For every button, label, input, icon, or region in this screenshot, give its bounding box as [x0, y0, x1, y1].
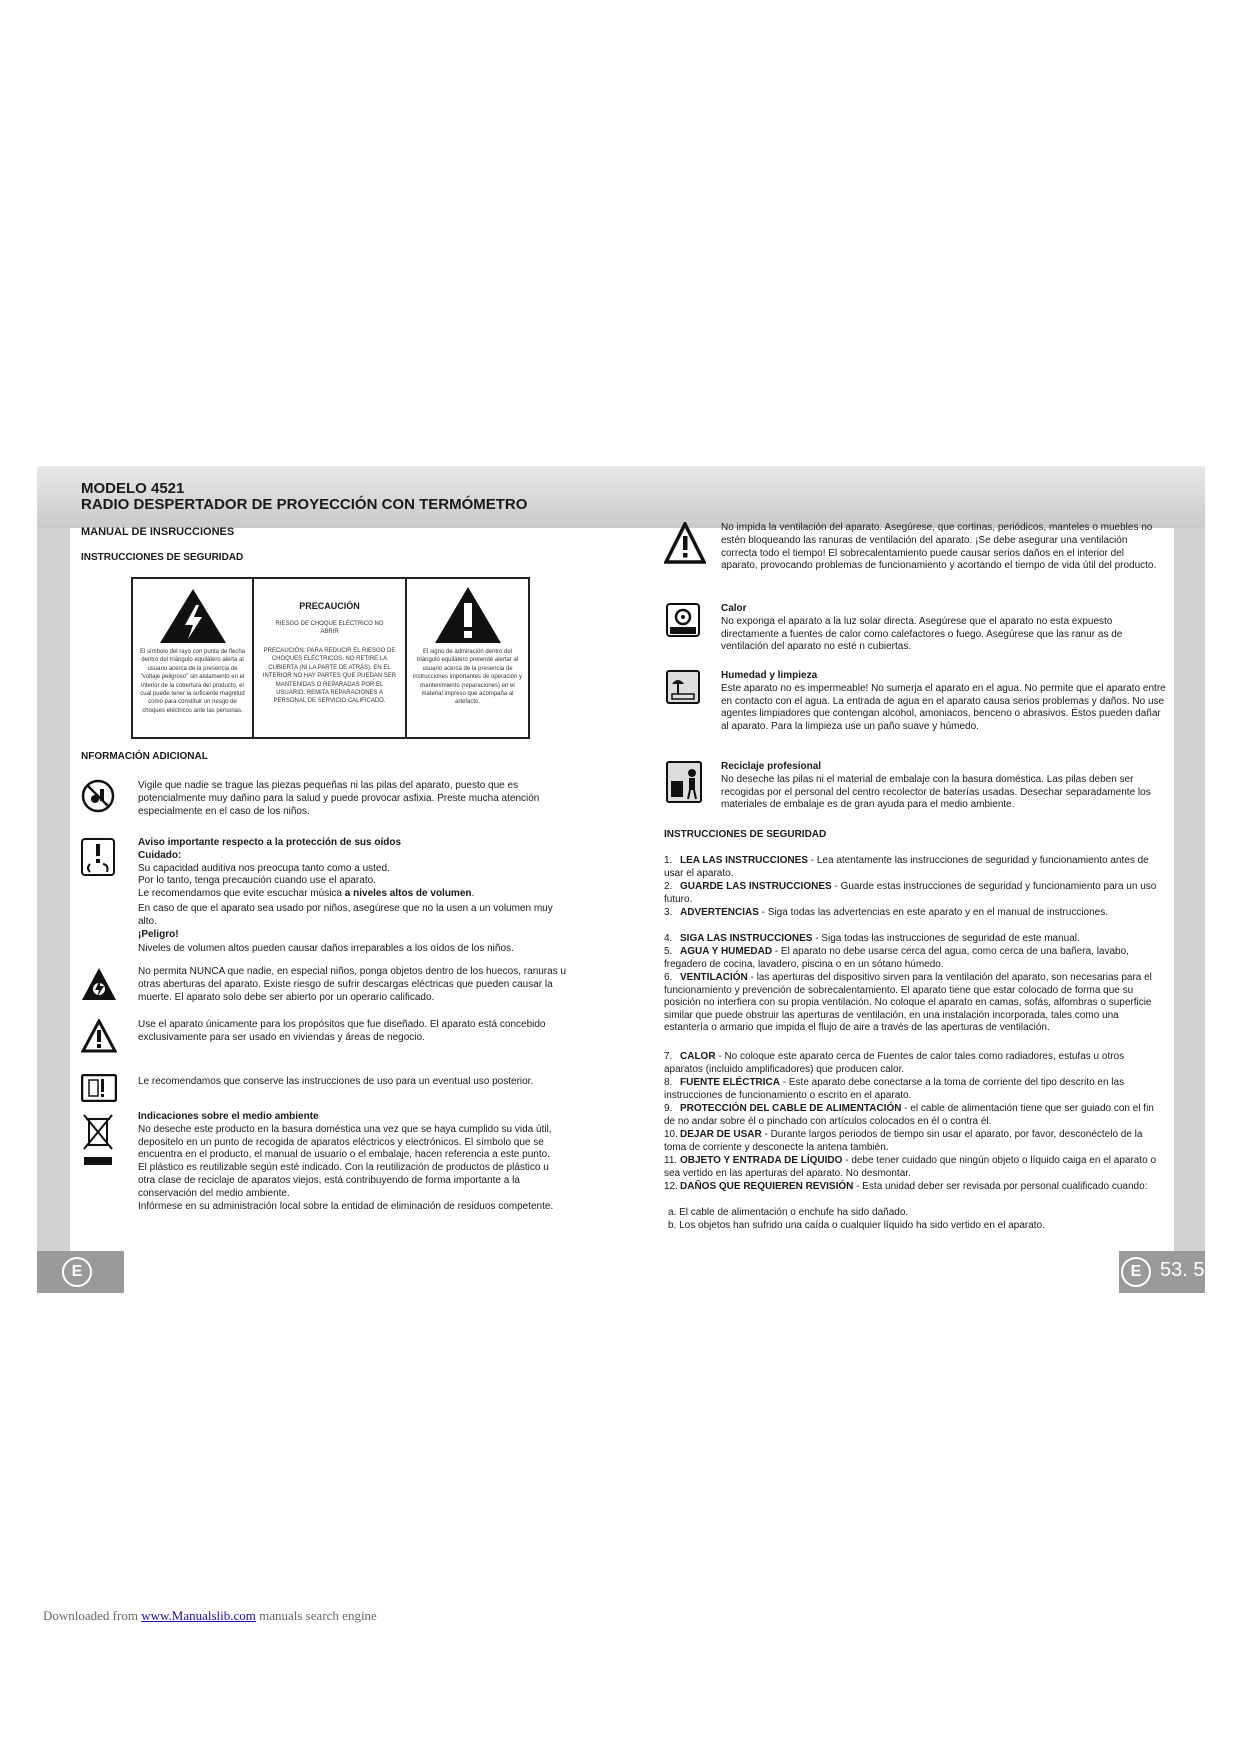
- language-badge-right: E: [1121, 1257, 1151, 1287]
- shock-hazard-icon: [80, 966, 118, 1002]
- list-item: [664, 907, 1159, 920]
- hearing-title: Aviso importante respecto a la protección de sus oídos: [138, 837, 402, 848]
- precaution-cell: [254, 579, 405, 737]
- download-suffix: manuals search engine: [255, 1608, 377, 1623]
- item-description: - Durante largos periodos de tiempo sin usar el aparato, por favor, desconéctelo de la toma de corriente y desconecte la antena también.: [664, 1129, 1143, 1153]
- intended-use-text: Use el aparato únicamente para los propósitos que fue diseñado. El aparato está concebido exclusivamente para ser usado en viviendas y áreas de negocio.: [138, 1019, 546, 1043]
- hearing-line-3-end: .: [471, 888, 475, 900]
- item-number: 4.: [664, 933, 673, 944]
- right-margin-rail: [1174, 528, 1205, 1251]
- item-title: VENTILACIÓN: [680, 972, 748, 983]
- humidity-block: [721, 670, 1166, 734]
- item-number: 11.: [664, 1155, 678, 1166]
- item-description: - Guarde estas instrucciones de seguridad y funcionamiento para un uso futuro.: [664, 881, 1157, 905]
- item-description: - Esta unidad deber ser revisada por personal cualificado cuando:: [853, 1181, 1148, 1192]
- environment-title: Indicaciones sobre el medio ambiente: [138, 1111, 319, 1122]
- download-prefix: Downloaded from: [43, 1608, 142, 1623]
- safety-heading-left: INSTRUCCIONES DE SEGURIDAD: [81, 552, 244, 563]
- hearing-line-2: Por lo tanto, tenga precaución cuando use el aparato.: [138, 875, 376, 887]
- sub-item-b: b. Los objetos han sufrido una caída o cualquier líquido ha sido vertido en el aparato.: [668, 1220, 1045, 1231]
- lightning-explanation: El símbolo del rayo con punta de flecha dentro del triángulo equilátero alerta al usuario acerca de la presencia de "voltaje peligroso" sin aislamiento en el interior de la cobertura del producto, el cual puede tener la suficiente magnitud como para constituir un riesgo de choques eléctricos ante las personas.: [139, 649, 246, 714]
- safety-heading-right: INSTRUCCIONES DE SEGURIDAD: [664, 829, 827, 840]
- item-title: PROTECCIÓN DEL CABLE DE ALIMENTACIÓN: [680, 1103, 902, 1114]
- item-description: - Siga todas las advertencias en este aparato y en el manual de instrucciones.: [758, 907, 1108, 918]
- precaution-text: PRECAUCIÓN: PARA REDUCIR EL RIESGO DE CHOQUES ELÉCTRICOS, NO RETIRE LA CUBIERTA (NI LA PARTE DE ATRÁS). EN EL INTERIOR NO HAY PARTES QUE PUEDAN SER MANTENIDAS O REPARADAS POR EL USUARIO. REMITA REPARACIONES A PERSONAL DE SERVICIO CALIFICADO.: [262, 648, 397, 705]
- list-item: [664, 881, 1159, 906]
- no-small-parts-icon: [81, 779, 115, 813]
- item-number: 6.: [664, 972, 673, 983]
- hearing-line-3-text: Le recomendamos que evite escuchar música: [138, 888, 345, 900]
- precaution-title: PRECAUCIÓN: [299, 601, 360, 611]
- item-description: - Este aparato debe conectarse a la toma de corriente del tipo descrito en las instrucciones de funcionamiento o escrito en el aparato.: [664, 1077, 1125, 1101]
- list-item: [664, 1155, 1159, 1180]
- ventilation-text: No impida la ventilación del aparato. Asegúrese, que cortinas, periódicos, manteles o muebles no estén bloqueando las ranuras de ventilación del aparato. ¡Se debe asegurar una ventilación correcta todo el tiempo! El sobrecalentamiento puede causar serios daños en el interior del aparato, provocando problemas de funcionamiento y acortando el tiempo de vida útil del producto.: [721, 522, 1157, 572]
- list-item: [664, 946, 1159, 971]
- heat-icon: [666, 603, 700, 637]
- item-title: CALOR: [680, 1051, 716, 1062]
- item-title: ADVERTENCIAS: [680, 907, 759, 918]
- item-number: 2.: [664, 881, 673, 892]
- hearing-line-3: [138, 888, 568, 901]
- high-volume-emphasis: a niveles altos de volumen: [344, 888, 472, 900]
- item-description: - Siga todas las instrucciones de seguridad de este manual.: [812, 933, 1080, 944]
- keep-instructions-text: Le recomendamos que conserve las instrucciones de uso para un eventual uso posterior.: [138, 1076, 534, 1087]
- list-item: [664, 1051, 1159, 1076]
- item-number: 12.: [664, 1181, 678, 1192]
- item-description: - No coloque este aparato cerca de Fuentes de calor tales como radiadores, estufas u otros aparatos (incluido amplificadores) que producen calor.: [664, 1051, 1125, 1075]
- item-number: 1.: [664, 855, 673, 866]
- manual-heading: MANUAL DE INSRUCCIONES: [81, 526, 235, 538]
- item-number: 10.: [664, 1129, 678, 1140]
- recycling-block: [721, 761, 1166, 812]
- exclamation-warning-icon: [433, 585, 503, 645]
- shock-risk-text: RIESGO DE CHOQUE ELÉCTRICO NO ABRIR: [275, 621, 384, 636]
- product-title: RADIO DESPERTADOR DE PROYECCIÓN CON TERMÓMETRO: [81, 496, 528, 513]
- item-number: 9.: [664, 1103, 673, 1114]
- hearing-warning-icon: [81, 838, 115, 876]
- weee-bin-icon: [82, 1111, 114, 1167]
- item-number: 8.: [664, 1077, 673, 1088]
- hearing-protection-block: [138, 837, 568, 956]
- item-number: 5.: [664, 946, 673, 957]
- language-badge-left: E: [62, 1257, 92, 1287]
- caution-label: Cuidado:: [138, 849, 182, 861]
- list-item: [664, 1103, 1159, 1128]
- page-number: 53. 5: [1160, 1259, 1205, 1281]
- hearing-line-5: Niveles de volumen altos pueden causar daños irreparables a los oídos de los niños.: [138, 943, 514, 955]
- lightning-cell: [133, 579, 252, 737]
- download-footer: [43, 1608, 377, 1624]
- manualslib-link[interactable]: www.Manualslib.com: [141, 1608, 256, 1623]
- hearing-line-4: En caso de que el aparato sea usado por niños, asegúrese que no la usen a un volumen muy alto.: [138, 902, 553, 927]
- humidity-text: Este aparato no es impermeable! No sumerja el aparato en el agua. No permite que el aparato entre en contacto con el agua. La entrada de agua en el aparato causa serios problemas y daños. No use agentes limpiadores que contengan alcohol, amoniacos, benceno o abrasivos. Éstos pueden dañar al aparato. Para la limpieza use un paño suave y húmedo.: [721, 682, 1166, 733]
- list-item: [664, 1077, 1159, 1102]
- list-item: [664, 1181, 1159, 1194]
- item-title: OBJETO Y ENTRADA DE LÍQUIDO: [680, 1155, 843, 1166]
- item-title: SIGA LAS INSTRUCCIONES: [680, 933, 813, 944]
- heat-block: [721, 603, 1166, 654]
- manual-book-icon: [81, 1074, 117, 1102]
- electrical-warning-table: [131, 577, 530, 739]
- humidity-icon: [666, 670, 700, 704]
- item-title: DAÑOS QUE REQUIEREN REVISIÓN: [680, 1181, 854, 1192]
- list-item: [664, 855, 1159, 880]
- item-title: DEJAR DE USAR: [680, 1129, 762, 1140]
- heat-text: No exponga el aparato a la luz solar directa. Asegúrese que el aparato no esta expuesto directamente a fuentes de calor como calefactores o fuego. Asegúrese que las ranur as de ventilación del aparato no esté n cubiertas.: [721, 615, 1123, 653]
- list-item: [664, 1129, 1159, 1154]
- sub-item-a: a. El cable de alimentación o enchufe ha sido dañado.: [668, 1207, 909, 1218]
- lightning-warning-icon: [158, 587, 228, 645]
- recycling-text: No deseche las pilas ni el material de embalaje con la basura doméstica. Las pilas deben ser recogidas por el personal del centro recolector de baterías usadas. Desechar separadamente los materiales de embalaje es de gran ayuda para el medio ambiente.: [721, 773, 1151, 811]
- caution-triangle-icon: [81, 1019, 117, 1053]
- environment-block: [138, 1111, 566, 1213]
- danger-label: ¡Peligro!: [138, 928, 179, 940]
- left-page-footer: [37, 1251, 124, 1293]
- item-description: - El aparato no debe usarse cerca del agua, como cerca de una bañera, lavabo, fregadero de cocina, lavadero, piscina o en un sótano húmedo.: [664, 946, 1129, 970]
- exclamation-explanation: El signo de admiración dentro del triángulo equilátero pretende alertar al usuario acerca de la presencia de instrucciones importantes de operación y mantenimiento (reparaciones) en el material impreso que acompaña al artefacto.: [412, 649, 523, 706]
- item-description: - el cable de alimentación tiene que ser guiado con el fin de no andar sobre él o pinchado con artículos colocados en él o contra él.: [664, 1103, 1154, 1127]
- environment-paragraph-3: Infórmese en su administración local sobre la entidad de eliminación de residuos competente.: [138, 1200, 554, 1212]
- humidity-title: Humedad y limpieza: [721, 670, 818, 681]
- heat-title: Calor: [721, 603, 747, 614]
- environment-paragraph-2: El plástico es reutilizable según esté indicado. Con la reutilización de productos de plástico u otra clase de reciclaje de aparatos viejos, está contribuyendo de forma importante a la conservación del medio ambiente.: [138, 1162, 549, 1199]
- small-parts-text: Vigile que nadie se trague las piezas pequeñas ni las pilas del aparato, puesto que es potencialmente muy dañino para la salud y puede provocar asfixia. Preste mucha atención especialmente en el caso de los niños.: [138, 780, 540, 817]
- foreign-objects-text: No permita NUNCA que nadie, en especial niños, ponga objetos dentro de los huecos, ranuras u otras aberturas del aparato. Existe riesgo de sufrir descargas eléctricas que pueden causar la muerte. El aparato solo debe ser abierto por un operario calificado.: [138, 966, 567, 1003]
- item-title: LEA LAS INSTRUCCIONES: [680, 855, 808, 866]
- model-heading: MODELO 4521: [81, 480, 185, 497]
- ventilation-warning-icon: [664, 522, 706, 564]
- list-item: [664, 933, 1159, 946]
- recycling-icon: [666, 761, 702, 803]
- item-number: 7.: [664, 1051, 673, 1062]
- item-title: AGUA Y HUMEDAD: [680, 946, 773, 957]
- hearing-line-1: Su capacidad auditiva nos preocupa tanto como a usted.: [138, 862, 390, 874]
- recycling-title: Reciclaje profesional: [721, 761, 822, 772]
- list-item: [664, 972, 1159, 1035]
- item-description: - Lea atentamente las instrucciones de seguridad y funcionamiento antes de usar el aparato.: [664, 855, 1149, 879]
- environment-paragraph-1: No deseche este producto en la basura doméstica una vez que se haya cumplido su vida útil, depositelo en un punto de recogida de aparatos eléctricos y electrónicos. El símbolo que se encuentra en el producto, el manual de usuario o el embalaje, hacen referencia a este punto.: [138, 1123, 552, 1161]
- additional-info-heading: NFORMACIÓN ADICIONAL: [81, 751, 208, 762]
- item-description: - debe tener cuidado que ningún objeto o líquido caiga en el aparato o sea vertido en las aperturas del aparato. No desmontar.: [664, 1155, 1157, 1179]
- item-title: FUENTE ELÉCTRICA: [680, 1077, 780, 1088]
- item-number: 3.: [664, 907, 673, 918]
- item-description: - las aperturas del dispositivo sirven para la ventilación del aparato, son necesarias para el funcionamiento y prevención de sobrecalentamiento. El aparato tiene que estar colocado de forma que su posición no interfiera con su propia ventilación. No coloque el aparato en camas, sofás, alfombras o superficie similar que puede obstruir las aperturas de ventilación, en una instalación incorporada, tales como una estantería o armario que impida el flujo de aire a través de las aperturas de ventilación.: [664, 972, 1152, 1034]
- item-title: GUARDE LAS INSTRUCCIONES: [680, 881, 832, 892]
- left-margin-rail: [37, 528, 70, 1251]
- exclamation-cell: [407, 579, 528, 737]
